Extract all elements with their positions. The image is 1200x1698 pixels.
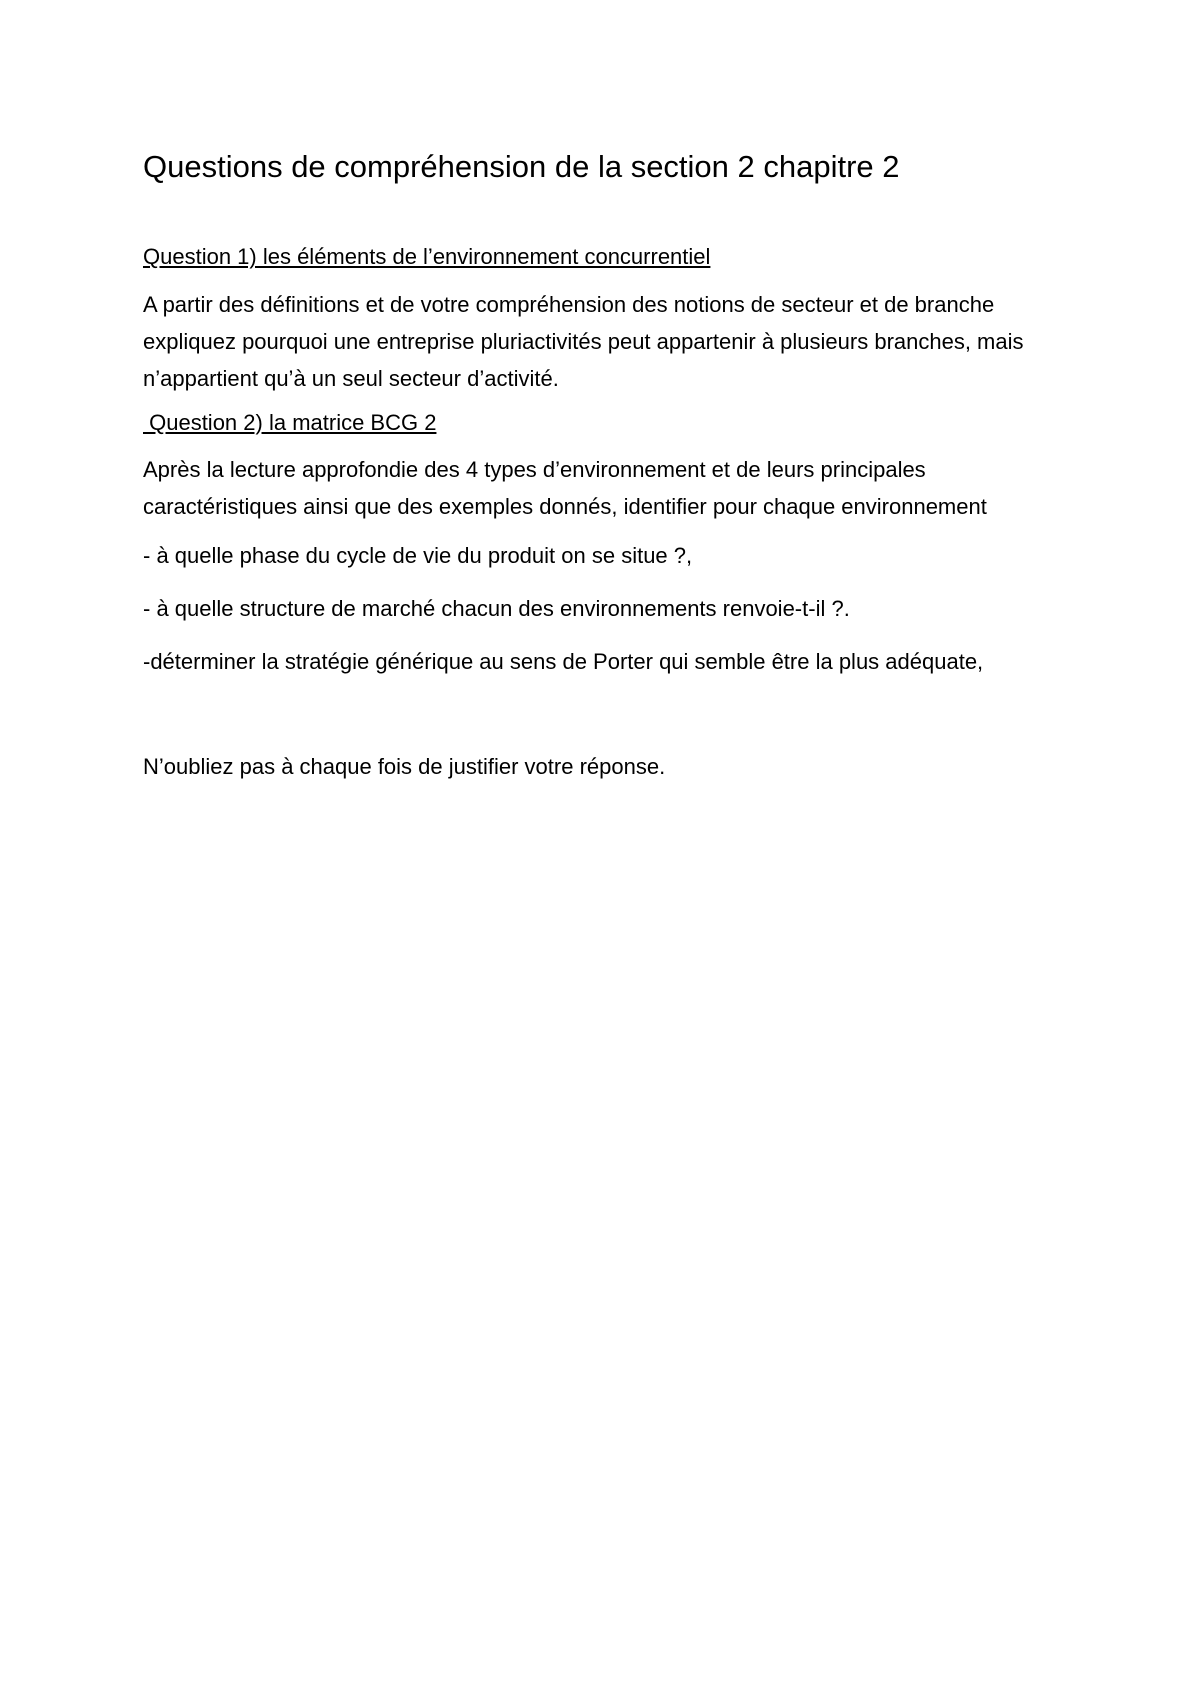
document-content: [143, 148, 1083, 797]
question-2-item-porter-strategy: -déterminer la stratégie générique au sens de Porter qui semble être la plus adéquate,: [143, 649, 984, 675]
question-2-section: [143, 409, 1083, 681]
document-title: Questions de compréhension de la section 2 chapitre 2: [143, 149, 900, 184]
question-1-heading: Question 1) les éléments de l’environnement concurrentiel: [143, 244, 711, 270]
question-2-item-market-structure: - à quelle structure de marché chacun des environnements renvoie-t-il ?.: [143, 596, 850, 622]
question-2-intro: Après la lecture approfondie des 4 types d’environnement et de leurs principales caractéristiques ainsi que des exemples donnés, identifier pour chaque environnement: [143, 457, 987, 520]
question-1-section: [143, 243, 1083, 397]
question-2-item-lifecycle: - à quelle phase du cycle de vie du produit on se situe ?,: [143, 543, 693, 569]
question-1-body: A partir des définitions et de votre compréhension des notions de secteur et de branche expliquez pourquoi une entreprise pluriactivités peut appartenir à plusieurs branches, mais n’appartient qu’à un seul secteur d’activité.: [143, 291, 1024, 391]
closing-instruction: N’oubliez pas à chaque fois de justifier votre réponse.: [143, 754, 666, 780]
spacer: [143, 696, 1083, 748]
question-2-heading: Question 2) la matrice BCG 2: [143, 409, 437, 435]
